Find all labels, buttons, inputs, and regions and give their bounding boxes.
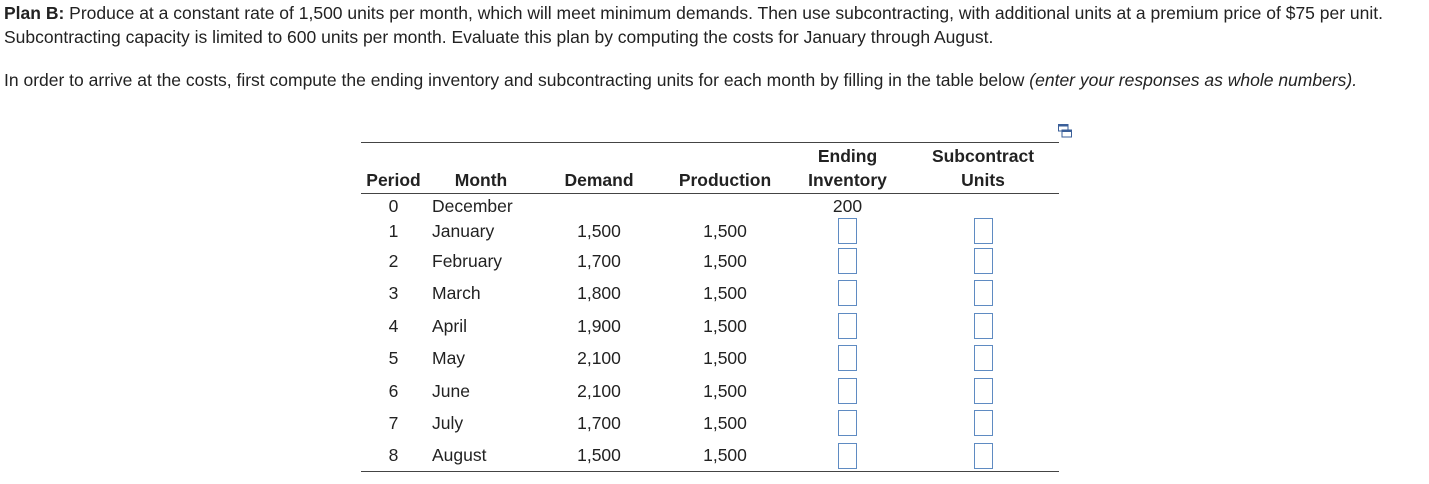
cell-month: December [432, 196, 513, 216]
header-ending-inventory-line1: Ending [817, 146, 878, 166]
cell-production [662, 194, 788, 219]
table-row [361, 277, 1059, 310]
cell-period: 1 [388, 221, 399, 242]
table-row [361, 374, 1059, 407]
table-row [361, 342, 1059, 375]
cell-production: 1,500 [703, 250, 747, 271]
cell-demand: 1,800 [577, 283, 621, 304]
table-row [361, 439, 1059, 472]
cell-period: 3 [388, 283, 399, 304]
copy-table-icon[interactable] [1058, 122, 1072, 136]
cell-production: 1,500 [703, 348, 747, 369]
subcontract-units-input[interactable] [974, 378, 993, 404]
cell-month: May [432, 348, 466, 369]
table-row [361, 244, 1059, 277]
table-row [361, 407, 1059, 440]
header-ending-inventory [788, 143, 907, 194]
cell-month: March [432, 283, 481, 304]
cell-demand [536, 194, 662, 219]
cell-month: February [432, 250, 503, 271]
table-row [361, 218, 1059, 244]
subcontract-units-input[interactable] [974, 345, 993, 371]
cell-period: 5 [388, 348, 399, 369]
subcontract-units-input[interactable] [974, 410, 993, 436]
header-subcontract-line1: Subcontract [931, 146, 1035, 166]
cell-month: July [432, 413, 464, 434]
cell-period: 7 [388, 413, 399, 434]
production-plan-table [361, 142, 1059, 472]
cell-month: January [432, 221, 495, 242]
cell-production: 1,500 [703, 221, 747, 242]
cell-production: 1,500 [662, 439, 788, 472]
ending-inventory-input[interactable] [838, 218, 857, 244]
cell-demand: 1,700 [577, 413, 621, 434]
cell-production: 1,500 [703, 380, 747, 401]
prompt-text: In order to arrive at the costs, first compute the ending inventory and subcontracting units for each month by filling in the table below [4, 70, 1030, 90]
cell-period: 8 [361, 439, 426, 472]
ending-inventory-input[interactable] [838, 248, 857, 274]
header-subcontract-units [907, 143, 1059, 194]
subcontract-units-input[interactable] [974, 443, 993, 469]
cell-subcontract-units [907, 194, 1059, 219]
cell-ending-inventory: 200 [832, 196, 863, 216]
plan-label: Plan B: [4, 3, 65, 23]
ending-inventory-input[interactable] [838, 378, 857, 404]
ending-inventory-input[interactable] [838, 280, 857, 306]
ending-inventory-input[interactable] [838, 443, 857, 469]
plan-text: Produce at a constant rate of 1,500 units per month, which will meet minimum demands. Then use subcontracting, with additional units at a premium price of $75 per unit. Subcontracting capacity is limited to 600 units per month. Evaluate this plan by computing the costs for January through August. [4, 3, 1384, 47]
header-period: Period [361, 143, 426, 194]
cell-production: 1,500 [703, 315, 747, 336]
subcontract-units-input[interactable] [974, 280, 993, 306]
instructions-prompt [4, 68, 1414, 92]
subcontract-units-input[interactable] [974, 248, 993, 274]
subcontract-units-input[interactable] [974, 218, 993, 244]
cell-period: 4 [388, 315, 399, 336]
cell-period: 0 [388, 196, 399, 216]
plan-description [4, 1, 1414, 49]
header-subcontract-line2: Units [961, 170, 1005, 190]
cell-month: June [432, 380, 470, 401]
cell-production: 1,500 [703, 283, 747, 304]
cell-period: 6 [388, 380, 399, 401]
header-month: Month [426, 143, 536, 194]
ending-inventory-input[interactable] [838, 410, 857, 436]
header-ending-inventory-line2: Inventory [808, 170, 887, 190]
cell-month: August [426, 439, 536, 472]
cell-demand: 2,100 [577, 348, 621, 369]
header-production: Production [662, 143, 788, 194]
header-demand: Demand [536, 143, 662, 194]
cell-demand: 1,500 [577, 221, 621, 242]
prompt-note: (enter your responses as whole numbers). [1029, 70, 1358, 90]
cell-production: 1,500 [703, 413, 747, 434]
header-row [361, 143, 1059, 194]
table-row [361, 309, 1059, 342]
table-row-december [361, 194, 1059, 219]
cell-period: 2 [388, 250, 399, 271]
cell-month: April [432, 315, 468, 336]
cell-demand: 1,700 [577, 250, 621, 271]
cell-demand: 1,900 [577, 315, 621, 336]
cell-demand: 2,100 [577, 380, 621, 401]
cell-demand: 1,500 [536, 439, 662, 472]
ending-inventory-input[interactable] [838, 345, 857, 371]
subcontract-units-input[interactable] [974, 313, 993, 339]
ending-inventory-input[interactable] [838, 313, 857, 339]
